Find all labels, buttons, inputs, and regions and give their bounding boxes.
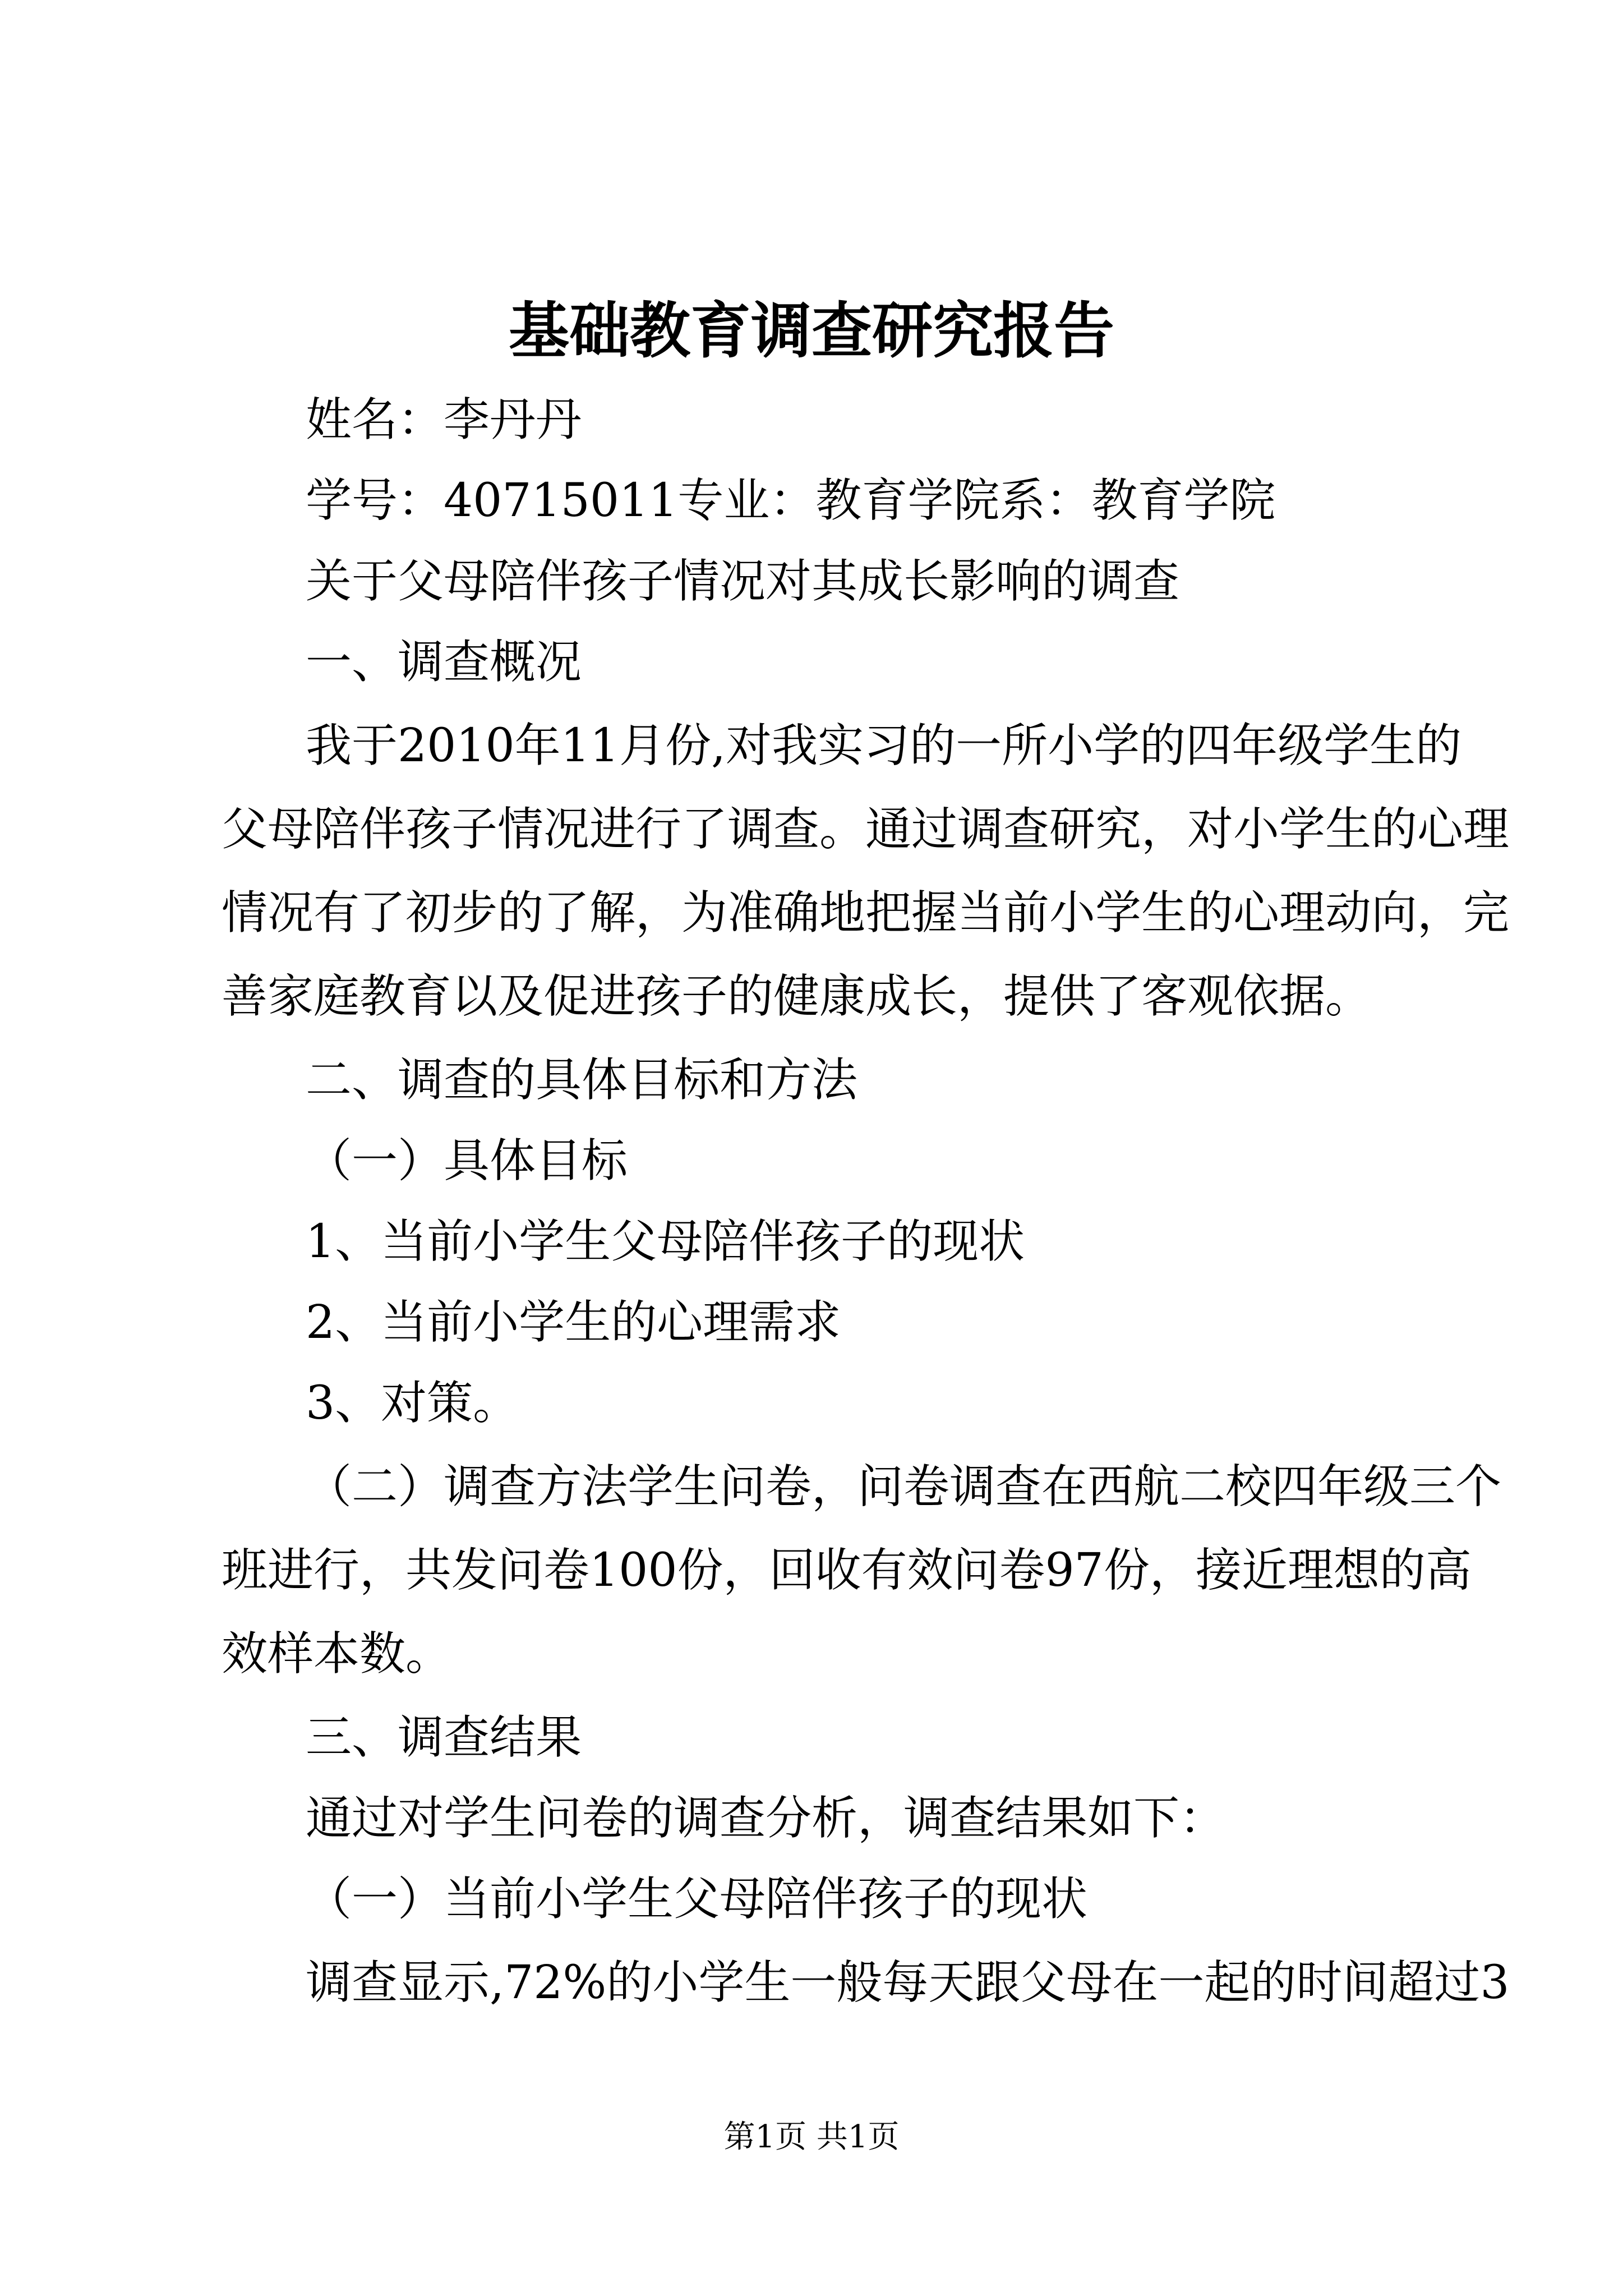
section-heading-1: 一、调查概况 xyxy=(306,636,582,689)
paragraph-line: 通过对学生问卷的调查分析，调查结果如下： xyxy=(306,1792,1226,1845)
list-item: 2、当前小学生的心理需求 xyxy=(306,1296,841,1349)
paragraph-line: 父母陪伴孩子情况进行了调查。通过调查研究，对小学生的心理 xyxy=(222,803,1510,856)
document-title: 基础教育调查研究报告 xyxy=(508,296,1114,366)
section-heading-2: 二、调查的具体目标和方法 xyxy=(306,1053,858,1107)
author-name-line: 姓名：李丹丹 xyxy=(306,393,582,447)
subsection-heading: （一）具体目标 xyxy=(306,1134,628,1188)
subsection-heading: （一）当前小学生父母陪伴孩子的现状 xyxy=(306,1872,1088,1926)
list-item: 3、对策。 xyxy=(306,1377,519,1430)
paragraph-line: 善家庭教育以及促进孩子的健康成长，提供了客观依据。 xyxy=(222,970,1372,1023)
paragraph-line: 效样本数。 xyxy=(222,1627,452,1681)
page-footer: 第1页 共1页 xyxy=(723,2119,900,2155)
report-subtitle: 关于父母陪伴孩子情况对其成长影响的调查 xyxy=(306,555,1180,608)
paragraph-line: 班进行，共发问卷100份，回收有效问卷97份，接近理想的高 xyxy=(222,1544,1472,1597)
paragraph-line: （二）调查方法学生问卷，问卷调查在西航二校四年级三个 xyxy=(306,1460,1502,1513)
section-heading-3: 三、调查结果 xyxy=(306,1711,582,1764)
paragraph-line: 我于2010年11月份,对我实习的一所小学的四年级学生的 xyxy=(306,719,1462,772)
paragraph-line: 调查显示,72%的小学生一般每天跟父母在一起的时间超过3 xyxy=(306,1956,1510,2009)
student-info-line: 学号：40715011专业：教育学院系：教育学院 xyxy=(306,474,1276,527)
paragraph-line: 情况有了初步的了解，为准确地把握当前小学生的心理动向，完 xyxy=(222,886,1510,940)
list-item: 1、当前小学生父母陪伴孩子的现状 xyxy=(306,1215,1025,1268)
